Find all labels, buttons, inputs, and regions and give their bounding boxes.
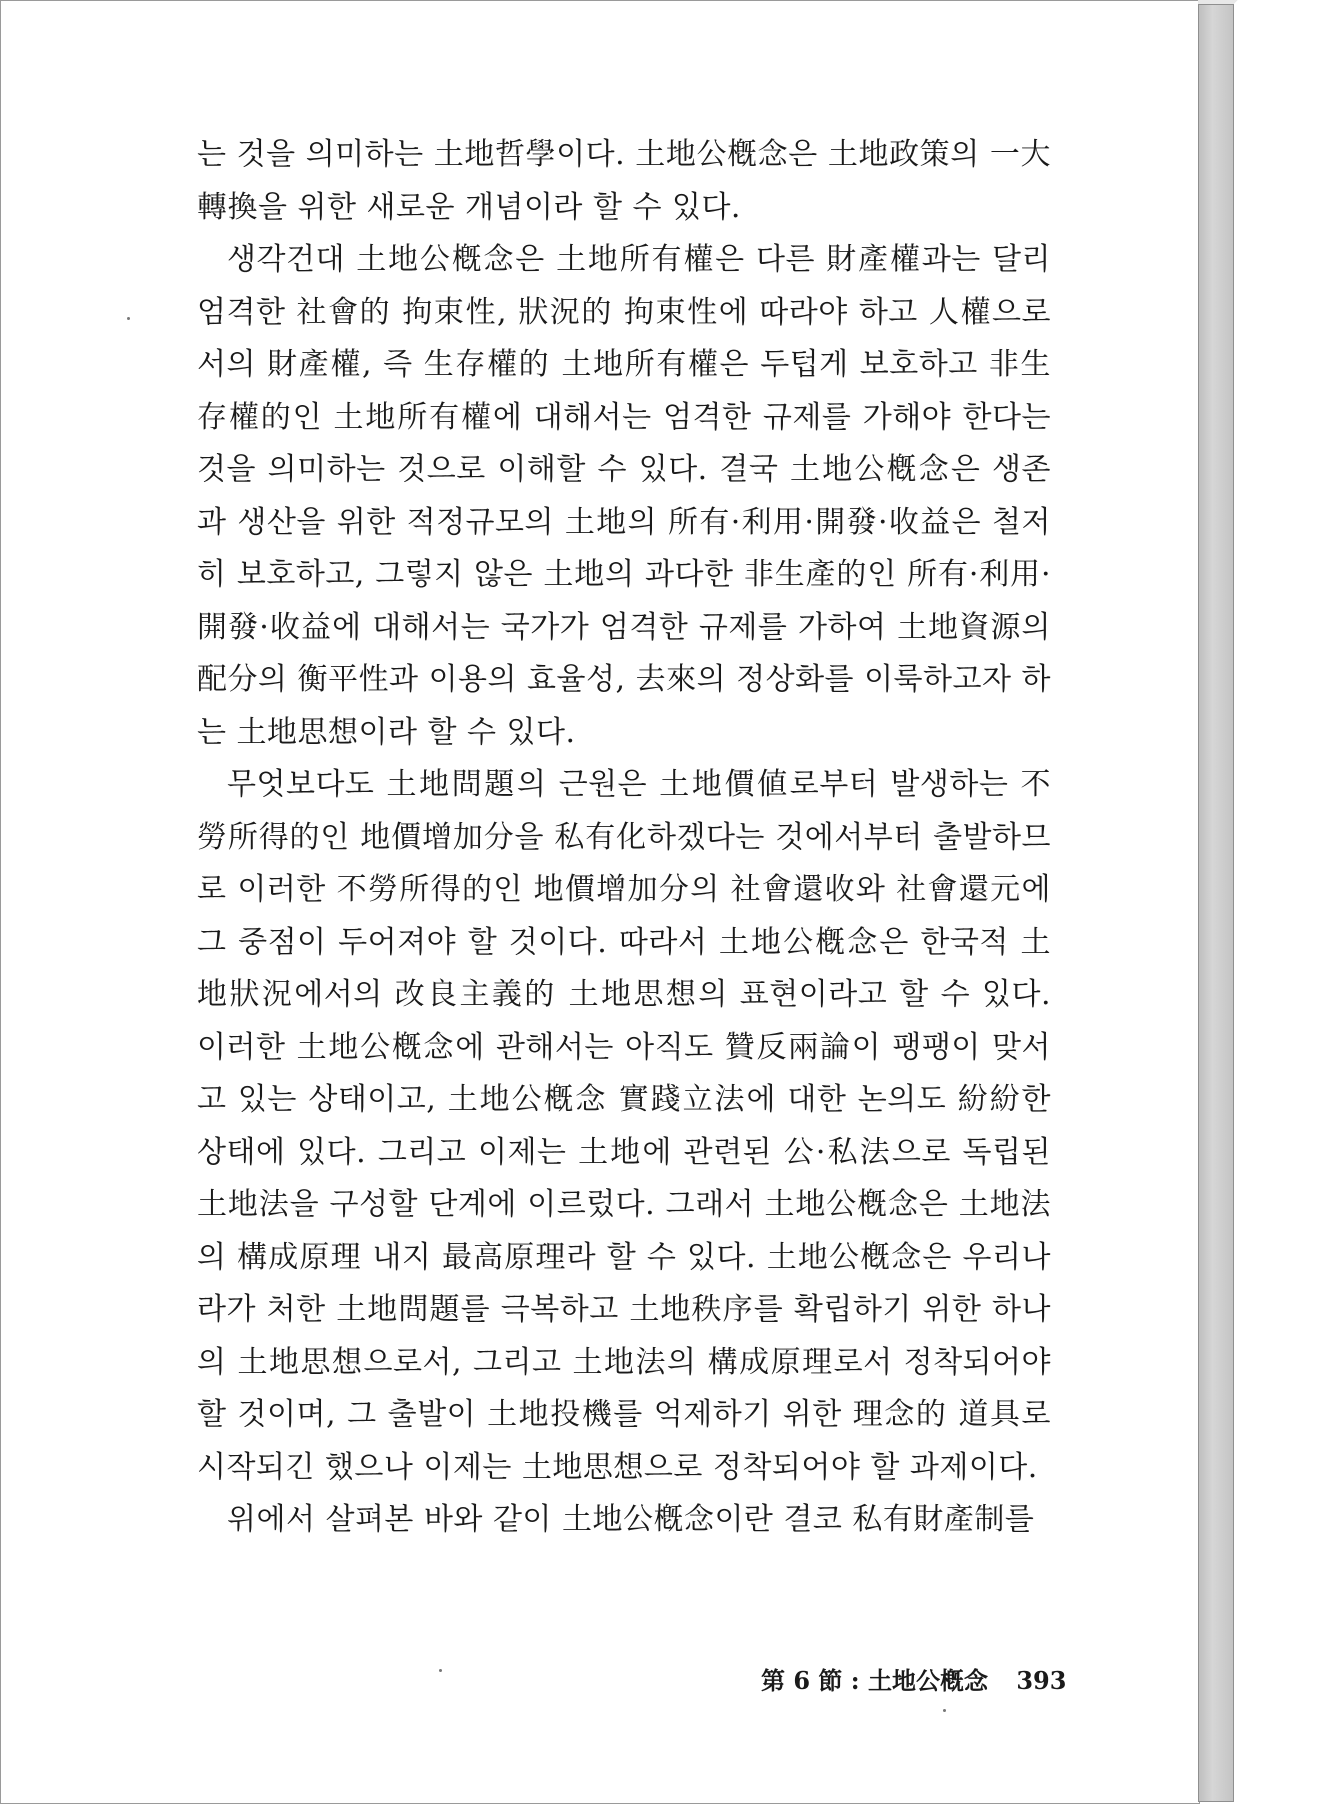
body-text [197,129,1051,1547]
scan-speck [127,317,130,320]
running-head: 第 6 節 : 土地公槪念 [761,1666,988,1695]
paragraph: 생각건대 土地公槪念은 土地所有權은 다른 財產權과는 달리 엄격한 社會的 拘束性, 狀況的 拘束性에 따라야 하고 人權으로서의 財產權, 즉 生存權的 土地所有權은 두텁게 보호하고 非生存權的인 土地所有權에 대해서는 엄격한 규제를 가해야 한다는 것을 의미하는 것으로 이해할 수 있다. 결국 土地公槪念은 생존과 생산을 위한 적정규모의 土地의 所有·利用·開發·收益은 철저히 보호하고, 그렇지 않은 土地의 과다한 非生產的인 所有·利用·開發·收益에 대해서는 국가가 엄격한 규제를 가하여 土地資源의 配分의 衡平性과 이용의 효율성, 去來의 정상화를 이룩하고자 하는 土地思想이라 할 수 있다. [197,242,1051,750]
paragraph: 는 것을 의미하는 土地哲學이다. 土地公槪念은 土地政策의 一大轉換을 위한 새로운 개념이라 할 수 있다. [197,137,1051,225]
page-footer [761,1661,1121,1701]
page-stack-edge [1198,4,1234,1802]
page-number: 393 [1016,1666,1067,1695]
scan-speck [943,1709,946,1712]
scan-speck [439,1669,442,1672]
paragraph: 위에서 살펴본 바와 같이 土地公槪念이란 결코 私有財產制를 [227,1502,1035,1537]
paragraph: 무엇보다도 土地問題의 근원은 土地價値로부터 발생하는 不勞所得的인 地價增加分을 私有化하겠다는 것에서부터 출발하므로 이러한 不勞所得的인 地價增加分의 社會還收와 社會還元에 그 중점이 두어져야 할 것이다. 따라서 土地公槪念은 한국적 土地狀況에서의 改良主義的 土地思想의 표현이라고 할 수 있다. 이러한 土地公槪念에 관해서는 아직도 贊反兩論이 팽팽이 맞서고 있는 상태이고, 土地公槪念 實踐立法에 대한 논의도 紛紛한 상태에 있다. 그리고 이제는 土地에 관련된 公·私法으로 독립된 土地法을 구성할 단계에 이르렀다. 그래서 土地公槪念은 土地法의 構成原理 내지 最高原理라 할 수 있다. 土地公槪念은 우리나라가 처한 土地問題를 극복하고 土地秩序를 확립하기 위한 하나의 土地思想으로서, 그리고 土地法의 構成原理로서 정착되어야 할 것이며, 그 출발이 土地投機를 억제하기 위한 理念的 道具로 시작되긴 했으나 이제는 土地思想으로 정착되어야 할 과제이다. [197,767,1051,1485]
